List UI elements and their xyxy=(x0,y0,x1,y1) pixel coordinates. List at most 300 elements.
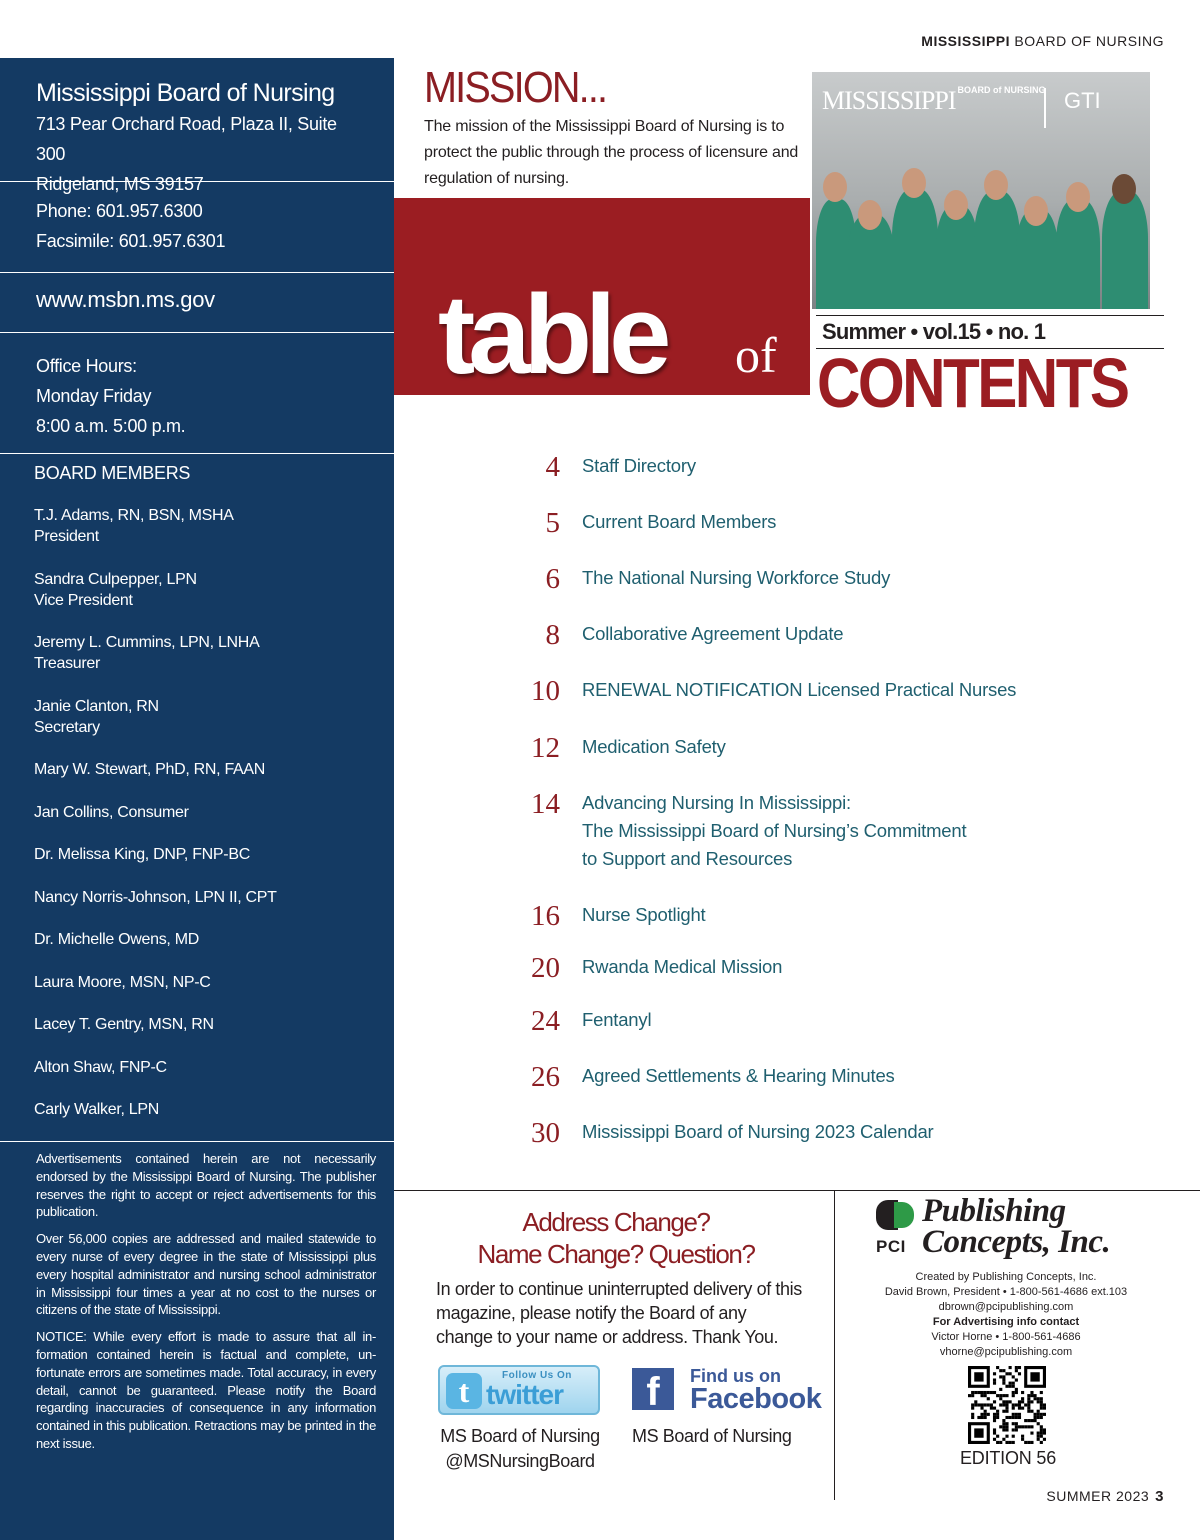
qr-module xyxy=(1012,1407,1015,1410)
qr-module xyxy=(984,1413,987,1416)
page-folio xyxy=(1046,1488,1164,1505)
qr-module xyxy=(1021,1438,1024,1441)
toc-title: RENEWAL NOTIFICATION Licensed Practical Nurses xyxy=(582,679,1017,700)
qr-module xyxy=(999,1441,1002,1444)
board-member-name: Mary W. Stewart, PhD, RN, FAAN xyxy=(34,761,266,778)
qr-module xyxy=(1005,1422,1008,1425)
qr-module xyxy=(1012,1428,1015,1431)
banner-table-word: table xyxy=(438,272,665,397)
qr-module xyxy=(993,1372,996,1375)
toc-page-number: 24 xyxy=(531,1005,560,1037)
qr-module xyxy=(1002,1403,1005,1406)
toc-title: Rwanda Medical Mission xyxy=(582,956,783,977)
qr-module xyxy=(1005,1407,1008,1410)
bottom-divider xyxy=(394,1190,1200,1191)
board-member-name: Janie Clanton, RN xyxy=(34,697,159,715)
qr-module xyxy=(1030,1391,1033,1394)
publisher-advertising-contact: Victor Horne • 1-800-561-4686 xyxy=(931,1331,1081,1343)
qr-module xyxy=(1021,1425,1024,1428)
qr-module xyxy=(1043,1407,1046,1410)
qr-module xyxy=(1037,1397,1040,1400)
folio-issue: SUMMER 2023 xyxy=(1046,1488,1150,1504)
website-link[interactable]: www.msbn.ms.gov xyxy=(36,287,215,312)
qr-module xyxy=(1030,1372,1039,1381)
qr-module xyxy=(971,1413,974,1416)
qr-module xyxy=(1018,1372,1021,1375)
board-member xyxy=(34,844,360,865)
qr-module xyxy=(996,1413,999,1416)
qr-module xyxy=(1005,1403,1008,1406)
qr-module xyxy=(1040,1432,1043,1435)
running-header-rest: BOARD OF NURSING xyxy=(1010,33,1164,49)
photo-logo-text: MISSISSIPPI xyxy=(822,86,956,115)
qr-module xyxy=(1043,1413,1046,1416)
photo-person xyxy=(936,205,978,309)
photo-person xyxy=(974,191,1020,309)
qr-module xyxy=(1015,1425,1018,1428)
qr-module xyxy=(993,1391,996,1394)
qr-module xyxy=(1040,1428,1043,1431)
qr-module xyxy=(999,1375,1002,1378)
sidebar-phone xyxy=(0,182,394,273)
qr-module xyxy=(996,1416,999,1419)
qr-module xyxy=(984,1391,987,1394)
qr-module xyxy=(990,1407,993,1410)
qr-module xyxy=(1021,1391,1024,1394)
qr-module xyxy=(1037,1400,1040,1403)
qr-module xyxy=(1021,1407,1024,1410)
qr-module xyxy=(1012,1385,1015,1388)
board-member xyxy=(34,759,360,780)
qr-module xyxy=(1037,1432,1040,1435)
qr-module xyxy=(1030,1419,1033,1422)
qr-module xyxy=(1037,1435,1040,1438)
qr-module xyxy=(1027,1403,1030,1406)
mission-text: The mission of the Mississippi Board of Nursing is to protect the public through the process of licensure and regulation of nursing. xyxy=(424,118,799,187)
toc-title: Fentanyl xyxy=(582,1009,652,1030)
board-member-name: Dr. Melissa King, DNP, FNP-BC xyxy=(34,846,250,863)
publisher-president: David Brown, President • 1-800-561-4686 ext.103 xyxy=(884,1286,1128,1298)
qr-module xyxy=(1040,1416,1043,1419)
board-member xyxy=(34,1014,360,1035)
qr-module xyxy=(1040,1413,1043,1416)
qr-module xyxy=(1002,1425,1005,1428)
board-member-name: Alton Shaw, FNP-C xyxy=(34,1058,167,1076)
toc-title: Advancing Nursing In Mississippi: xyxy=(582,792,851,813)
qr-module xyxy=(1027,1441,1030,1444)
mission-title: MISSION... xyxy=(424,63,607,112)
qr-module xyxy=(1030,1432,1033,1435)
toc-page-number: 16 xyxy=(531,900,560,932)
qr-module xyxy=(1015,1416,1018,1419)
qr-module xyxy=(1043,1438,1046,1441)
qr-module xyxy=(1005,1425,1008,1428)
issue-rule-top xyxy=(816,315,1164,316)
qr-module xyxy=(993,1382,996,1385)
qr-module xyxy=(1030,1400,1033,1403)
board-member xyxy=(34,505,360,547)
qr-module xyxy=(1040,1397,1043,1400)
qr-module xyxy=(993,1432,996,1435)
qr-module xyxy=(999,1397,1002,1400)
qr-module xyxy=(977,1416,980,1419)
qr-module xyxy=(974,1403,977,1406)
photo-person xyxy=(1102,191,1148,309)
qr-module xyxy=(1043,1432,1046,1435)
qr-module xyxy=(1002,1419,1005,1422)
board-members xyxy=(0,454,394,1142)
qr-module xyxy=(974,1391,977,1394)
publisher-created-by: Created by Publishing Concepts, Inc. xyxy=(915,1271,1097,1283)
qr-module xyxy=(1037,1422,1040,1425)
qr-module xyxy=(1002,1394,1005,1397)
photo-person-head xyxy=(1066,182,1090,212)
qr-module xyxy=(1012,1375,1015,1378)
qr-module xyxy=(990,1391,993,1394)
qr-module xyxy=(974,1400,977,1403)
qr-module xyxy=(1012,1435,1015,1438)
qr-module xyxy=(1027,1394,1030,1397)
publisher-advertising-email[interactable]: vhorne@pcipublishing.com xyxy=(939,1346,1073,1358)
photo-person-head xyxy=(823,172,847,202)
issue-info: Summer • vol.15 • no. 1 xyxy=(822,319,1046,344)
qr-module xyxy=(1005,1441,1008,1444)
qr-module xyxy=(993,1416,996,1419)
board-member-role: Secretary xyxy=(34,718,100,736)
twitter-follow-label: Follow Us On xyxy=(502,1370,572,1381)
board-member xyxy=(34,569,360,611)
qr-module xyxy=(1018,1413,1021,1416)
photo-person xyxy=(1056,199,1100,309)
qr-module xyxy=(1015,1378,1018,1381)
qr-module xyxy=(1018,1425,1021,1428)
photo-person-head xyxy=(1112,174,1136,204)
board-member-name: Jan Collins, Consumer xyxy=(34,803,189,821)
qr-module xyxy=(977,1403,980,1406)
qr-module xyxy=(1040,1441,1043,1444)
mission-block xyxy=(424,62,804,192)
pci-mark-icon xyxy=(876,1200,916,1238)
qr-module xyxy=(1012,1394,1015,1397)
qr-module xyxy=(1002,1382,1005,1385)
qr-module xyxy=(1005,1428,1008,1431)
qr-module xyxy=(1034,1416,1037,1419)
staff-photo xyxy=(812,72,1150,309)
twitter-handle[interactable]: @MSNursingBoard xyxy=(445,1451,595,1471)
qr-module xyxy=(999,1403,1002,1406)
notice-circulation: Over 56,000 copies are addressed and mailed statewide to every nurse of every degree in the state of Mississippi plus every hospital administrator and nursing school administrator in Mississippi four times a year at no cost to the nurses or citizens of the state of Mississippi. xyxy=(36,1231,376,1318)
qr-module xyxy=(996,1441,999,1444)
board-member-role: Vice President xyxy=(34,591,133,609)
board-member-name: Sandra Culpepper, LPN xyxy=(34,570,197,588)
board-member xyxy=(34,802,360,823)
qr-module xyxy=(1005,1394,1008,1397)
pci-logo xyxy=(874,1193,1154,1260)
qr-module xyxy=(1021,1397,1024,1400)
qr-module xyxy=(1012,1441,1015,1444)
qr-module xyxy=(1030,1441,1033,1444)
qr-module xyxy=(980,1391,983,1394)
address-change-line-2: Name Change? Question? xyxy=(477,1239,755,1269)
qr-module xyxy=(1040,1435,1043,1438)
publisher-info xyxy=(850,1270,1162,1360)
notice-accuracy: NOTICE: While every effort is made to assure that all in-formation contained herein is factual and complete, un-fortunate errors are sometimes made. Total accuracy, in every detail, cannot be guaranteed. Please notify the Board regarding inaccuracies of consequence in any information contained in this publication. Retractions may be printed in the next issue. xyxy=(36,1329,376,1451)
qr-module xyxy=(1015,1422,1018,1425)
qr-module xyxy=(993,1428,996,1431)
toc-title: Staff Directory xyxy=(582,455,696,476)
qr-module xyxy=(1034,1413,1037,1416)
qr-module xyxy=(1037,1416,1040,1419)
qr-module xyxy=(1030,1425,1033,1428)
qr-module xyxy=(1002,1428,1005,1431)
qr-module xyxy=(999,1394,1002,1397)
qr-module xyxy=(971,1391,974,1394)
qr-module xyxy=(1037,1410,1040,1413)
qr-module xyxy=(968,1394,971,1397)
photo-person xyxy=(892,189,938,309)
qr-module xyxy=(1012,1416,1015,1419)
address-change-heading xyxy=(436,1206,796,1270)
qr-module xyxy=(1002,1375,1005,1378)
photo-person-head xyxy=(858,200,882,230)
address-change-text: In order to continue uninterrupted delivery of this magazine, please notify the Board of any change to your name or address. Thank You. xyxy=(436,1279,802,1347)
qr-module xyxy=(996,1366,999,1369)
board-member xyxy=(34,632,360,674)
fax-number: Facsimile: 601.957.6301 xyxy=(36,231,226,251)
toc-title: to Support and Resources xyxy=(582,848,793,869)
qr-module xyxy=(993,1400,996,1403)
toc-title: Current Board Members xyxy=(582,511,777,532)
folio-page-number: 3 xyxy=(1155,1488,1164,1505)
qr-module xyxy=(971,1407,974,1410)
board-member xyxy=(34,929,360,950)
qr-module xyxy=(987,1391,990,1394)
qr-module xyxy=(1012,1391,1015,1394)
publisher-advertising-label: For Advertising info contact xyxy=(932,1316,1080,1328)
facebook-account-name[interactable]: MS Board of Nursing xyxy=(632,1426,792,1446)
contents-heading: CONTENTS xyxy=(817,344,1128,422)
pci-mark-right xyxy=(894,1202,914,1228)
qr-module xyxy=(993,1413,996,1416)
photo-msbn-logo xyxy=(822,86,1046,116)
qr-module xyxy=(971,1403,974,1406)
qr-module xyxy=(1015,1413,1018,1416)
qr-module xyxy=(1021,1435,1024,1438)
qr-module xyxy=(1005,1416,1008,1419)
board-member xyxy=(34,887,360,908)
phone-number: Phone: 601.957.6300 xyxy=(36,201,203,221)
qr-module xyxy=(1024,1403,1027,1406)
qr-module xyxy=(1024,1425,1027,1428)
board-member-role: President xyxy=(34,528,99,545)
edition-number: EDITION 56 xyxy=(959,1448,1057,1468)
qr-module xyxy=(1009,1416,1012,1419)
qr-module xyxy=(1027,1410,1030,1413)
qr-module xyxy=(1024,1441,1027,1444)
facebook-find-label: Find us on xyxy=(690,1366,781,1386)
qr-module xyxy=(999,1369,1002,1372)
qr-module xyxy=(1009,1382,1012,1385)
sidebar-hours xyxy=(0,333,394,454)
banner-of-word: of xyxy=(735,327,777,383)
sidebar xyxy=(0,58,394,1540)
toc-page-number: 5 xyxy=(545,507,560,539)
qr-module xyxy=(1027,1407,1030,1410)
qr-module xyxy=(1030,1394,1033,1397)
board-member-role: Treasurer xyxy=(34,655,101,672)
sidebar-website xyxy=(0,273,394,333)
qr-module xyxy=(1034,1394,1037,1397)
qr-module xyxy=(1009,1366,1012,1369)
running-header-brand: MISSISSIPPI xyxy=(921,33,1011,49)
qr-module xyxy=(984,1403,987,1406)
hours-label: Office Hours: xyxy=(36,356,137,376)
sidebar-address xyxy=(0,58,394,194)
qr-module xyxy=(1015,1403,1018,1406)
address-line-1: 713 Pear Orchard Road, Plaza II, Suite 300 xyxy=(36,114,337,164)
qr-module xyxy=(1015,1391,1018,1394)
qr-module xyxy=(980,1413,983,1416)
qr-module xyxy=(993,1407,996,1410)
qr-module xyxy=(971,1416,974,1419)
qr-module xyxy=(1040,1425,1043,1428)
photo-logo-small: BOARD of NURSING xyxy=(957,85,1046,95)
running-header xyxy=(921,33,1164,49)
qr-module xyxy=(1040,1407,1043,1410)
board-member xyxy=(34,696,360,738)
qr-module xyxy=(1018,1416,1021,1419)
bottom-vertical-divider xyxy=(834,1190,835,1500)
qr-module xyxy=(1018,1403,1021,1406)
notice-advertisements: Advertisements contained herein are not necessarily endorsed by the Mississippi Board of Nursing. The publisher reserves the right to accept or reject advertisements for this publication. xyxy=(36,1151,376,1220)
qr-module xyxy=(999,1388,1002,1391)
qr-module xyxy=(1009,1372,1012,1375)
qr-module xyxy=(974,1372,983,1381)
qr-module xyxy=(1027,1400,1030,1403)
board-member-name: Lacey T. Gentry, MSN, RN xyxy=(34,1016,214,1033)
toc-title: The National Nursing Workforce Study xyxy=(582,567,891,588)
qr-module xyxy=(999,1425,1002,1428)
facebook-find-button[interactable] xyxy=(632,1366,822,1416)
photo-gti-logo: GTI xyxy=(1044,88,1101,128)
qr-module xyxy=(1034,1397,1037,1400)
qr-module xyxy=(1018,1400,1021,1403)
board-member xyxy=(34,972,360,993)
toc-page-number: 6 xyxy=(545,563,560,595)
qr-module xyxy=(984,1394,987,1397)
qr-module xyxy=(1002,1369,1005,1372)
qr-module xyxy=(1043,1403,1046,1406)
qr-code-icon[interactable] xyxy=(968,1366,1046,1444)
qr-module xyxy=(1037,1413,1040,1416)
photo-person-head xyxy=(1024,196,1048,226)
board-member xyxy=(34,1057,360,1078)
qr-module xyxy=(993,1378,996,1381)
qr-module xyxy=(1015,1369,1018,1372)
board-member-name: Dr. Michelle Owens, MD xyxy=(34,931,199,948)
board-member-name: Jeremy L. Cummins, LPN, LNHA xyxy=(34,634,260,651)
qr-module xyxy=(1018,1407,1021,1410)
toc-page-number: 4 xyxy=(545,451,560,483)
qr-module xyxy=(1021,1400,1024,1403)
toc-page-number: 14 xyxy=(531,788,560,820)
toc-page-number: 8 xyxy=(545,619,560,651)
twitter-follow-button[interactable] xyxy=(438,1365,600,1415)
qr-module xyxy=(1027,1425,1030,1428)
board-member-name: T.J. Adams, RN, BSN, MSHA xyxy=(34,507,234,524)
toc-page-number: 26 xyxy=(531,1061,560,1093)
pci-name-line-1: Publishing xyxy=(922,1193,1066,1229)
qr-module xyxy=(980,1394,983,1397)
qr-module xyxy=(990,1403,993,1406)
qr-module xyxy=(984,1410,987,1413)
toc-page-number: 30 xyxy=(531,1117,560,1149)
qr-module xyxy=(1002,1378,1005,1381)
toc-title: Mississippi Board of Nursing 2023 Calendar xyxy=(582,1121,934,1142)
qr-module xyxy=(996,1410,999,1413)
qr-module xyxy=(996,1394,999,1397)
qr-module xyxy=(1002,1410,1005,1413)
photo-person-head xyxy=(984,170,1008,200)
qr-module xyxy=(1027,1397,1030,1400)
hours-time: 8:00 a.m. 5:00 p.m. xyxy=(36,416,186,436)
photo-person-head xyxy=(902,168,926,198)
qr-module xyxy=(1002,1438,1005,1441)
address-change-line-1: Address Change? xyxy=(522,1207,710,1237)
qr-module xyxy=(1002,1400,1005,1403)
qr-module xyxy=(980,1407,983,1410)
org-name: Mississippi Board of Nursing xyxy=(36,79,335,107)
qr-module xyxy=(987,1397,990,1400)
toc-title: Collaborative Agreement Update xyxy=(582,623,844,644)
qr-module xyxy=(1005,1372,1008,1375)
qr-module xyxy=(1012,1422,1015,1425)
qr-module xyxy=(1012,1413,1015,1416)
qr-module xyxy=(984,1416,987,1419)
qr-module xyxy=(1024,1419,1027,1422)
qr-module xyxy=(1005,1410,1008,1413)
qr-module xyxy=(1002,1422,1005,1425)
qr-module xyxy=(1037,1438,1040,1441)
qr-module xyxy=(987,1413,990,1416)
qr-module xyxy=(974,1428,983,1437)
qr-module xyxy=(1043,1428,1046,1431)
board-member xyxy=(34,1099,360,1120)
qr-module xyxy=(1034,1419,1037,1422)
toc-title: Nurse Spotlight xyxy=(582,904,706,925)
toc-title: The Mississippi Board of Nursing’s Commitment xyxy=(582,820,967,841)
qr-module xyxy=(1040,1403,1043,1406)
board-members-heading: BOARD MEMBERS xyxy=(34,463,191,483)
qr-module xyxy=(1040,1400,1043,1403)
twitter-icon: t xyxy=(446,1373,482,1409)
pci-name xyxy=(922,1193,1111,1260)
qr-module xyxy=(980,1403,983,1406)
qr-module xyxy=(1015,1366,1018,1369)
qr-module xyxy=(996,1435,999,1438)
qr-module xyxy=(971,1394,974,1397)
qr-module xyxy=(1015,1388,1018,1391)
toc-title: Agreed Settlements & Hearing Minutes xyxy=(582,1065,895,1086)
board-member-name: Laura Moore, MSN, NP-C xyxy=(34,973,211,991)
sidebar-notices xyxy=(0,1142,394,1453)
toc-title: Medication Safety xyxy=(582,736,726,757)
qr-module xyxy=(1009,1441,1012,1444)
qr-module xyxy=(1012,1403,1015,1406)
pci-name-line-2: Concepts, Inc. xyxy=(922,1224,1111,1260)
publisher-president-email[interactable]: dbrown@pcipublishing.com xyxy=(938,1301,1074,1313)
board-member-list xyxy=(34,505,360,1120)
